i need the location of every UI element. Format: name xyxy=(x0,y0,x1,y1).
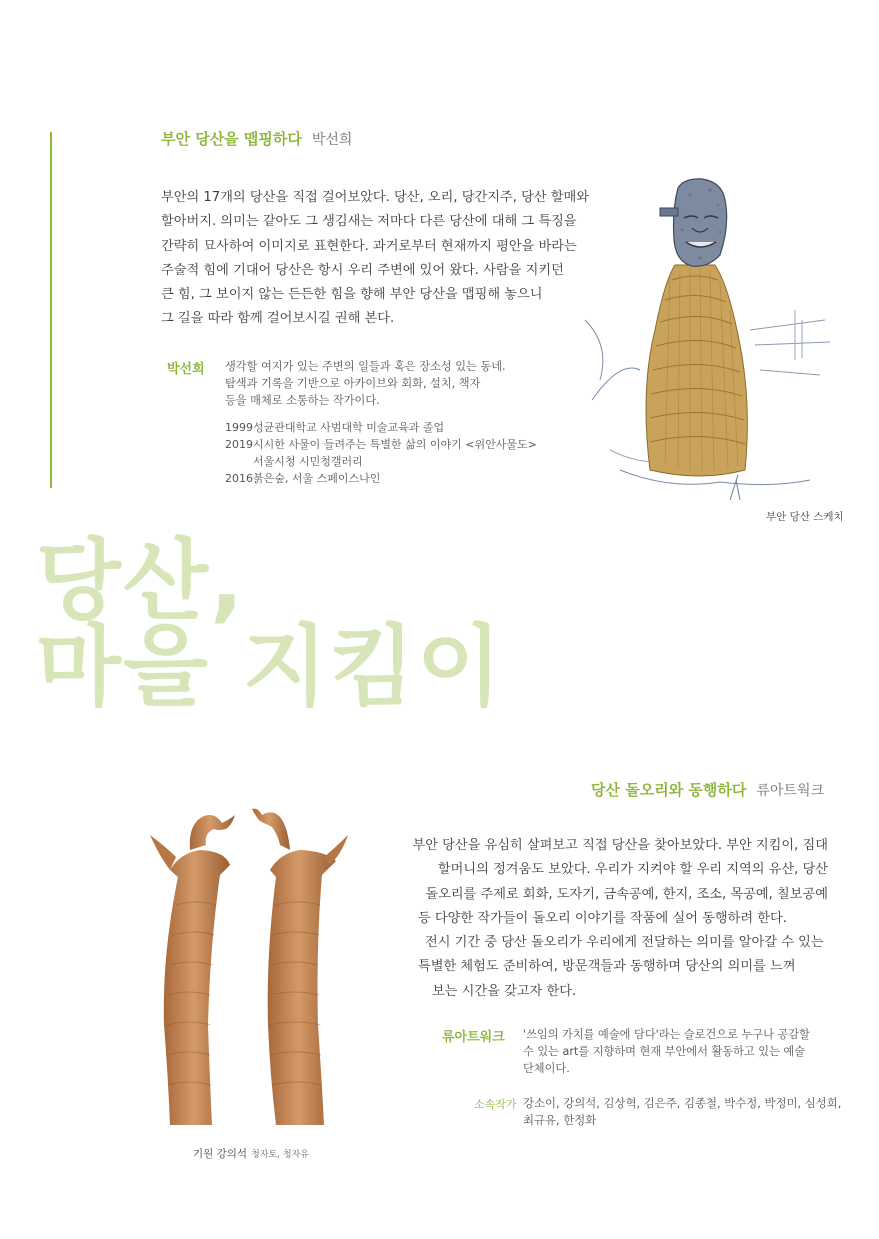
body-line: 그 길을 따라 함께 걸어보시길 권해 본다. xyxy=(161,311,395,327)
history-year: 1999 xyxy=(225,421,253,434)
history-year xyxy=(225,453,253,470)
body-line: 부안의 17개의 당산을 직접 걸어보았다. 당산, 오리, 당간지주, 당산 할매와 xyxy=(161,190,589,205)
body-line: 할머니의 정겨움도 보았다. 우리가 지켜야 할 우리 지역의 유산, 당산 xyxy=(437,862,828,878)
body-line: 등 다양한 작가들이 돌오리 이야기를 작품에 실어 동행하려 한다. xyxy=(418,910,787,926)
sculpture-caption-main: 기원 강의석 xyxy=(193,1148,248,1160)
section2-title: 당산 돌오리와 동행하다 xyxy=(591,781,747,799)
accent-vertical-line xyxy=(50,132,52,488)
body-line: 주술적 힘에 기대어 당산은 항시 우리 주변에 있어 왔다. 사람을 지키던 xyxy=(161,262,564,278)
members-line: 강소이, 강의석, 김상혁, 김은주, 김종철, 박수정, 박정미, 심성희, xyxy=(523,1096,842,1110)
bio-line: 등을 매체로 소통하는 작가이다. xyxy=(225,394,380,407)
history-text: 성균관대학교 사범대학 미술교육과 졸업 xyxy=(253,421,445,434)
main-title xyxy=(36,529,504,718)
bio-line: 수 있는 art를 지향하며 현재 부안에서 활동하고 있는 예술 xyxy=(523,1045,806,1058)
section2-author: 류아트웍크 xyxy=(756,783,824,799)
section2-bio-text xyxy=(523,1026,810,1077)
ceramic-duck-totems-image xyxy=(140,795,360,1140)
main-title-line1: 당산, xyxy=(36,529,246,632)
history-row xyxy=(225,419,537,436)
members-list xyxy=(523,1095,841,1129)
history-text: 서울시청 시민청갤러리 xyxy=(253,455,363,468)
bio-line: 생각할 여지가 있는 주변의 일들과 혹은 장소성 있는 동네. xyxy=(225,360,506,373)
section1-bio-name: 박선희 xyxy=(167,362,205,377)
section2-heading xyxy=(591,779,824,800)
body-line: 전시 기간 중 당산 돌오리가 우리에게 전달하는 의미를 알아갈 수 있는 xyxy=(425,935,824,951)
body-line: 큰 힘, 그 보이지 않는 든든한 힘을 향해 부안 당산을 맵핑해 놓으니 xyxy=(161,287,543,303)
sculpture-caption xyxy=(193,1146,309,1161)
section1-title: 부안 당산을 맵핑하다 xyxy=(161,130,302,148)
body-line: 간략히 묘사하여 이미지로 표현한다. 과거로부터 현재까지 평안을 바라는 xyxy=(161,238,577,254)
body-line: 돌오리를 주제로 회화, 도자기, 금속공예, 한지, 조소, 목공예, 칠보공예 xyxy=(425,886,828,902)
history-row xyxy=(225,470,537,487)
history-year: 2019 xyxy=(225,438,253,451)
body-line: 특별한 체험도 준비하여, 방문객들과 동행하며 당산의 의미를 느껴 xyxy=(418,959,796,975)
body-line: 부안 당산을 유심히 살펴보고 직접 당산을 찾아보았다. 부안 지킴이, 짐대 xyxy=(412,838,828,853)
members-line: 최규유, 한정화 xyxy=(523,1113,597,1127)
history-row xyxy=(225,436,537,453)
bio-line: 단체이다. xyxy=(523,1062,570,1075)
members-label: 소속작가 xyxy=(474,1098,517,1111)
history-year: 2016 xyxy=(225,472,253,485)
section1-author: 박선희 xyxy=(311,132,353,148)
section1-heading xyxy=(161,128,352,149)
section1-bio-text xyxy=(225,358,506,409)
bio-line: 탐색과 기록을 기반으로 아카이브와 회화, 설치, 책자 xyxy=(225,377,481,390)
body-line: 할아버지. 의미는 같아도 그 생김새는 저마다 다른 당산에 대해 그 특징을 xyxy=(161,214,577,230)
body-line: 보는 시간을 갖고자 한다. xyxy=(432,983,577,999)
dangsan-sketch-image xyxy=(580,170,836,515)
section1-history xyxy=(225,419,537,487)
section2-body xyxy=(380,834,828,1004)
sculpture-caption-sub: 청자토, 청자유 xyxy=(251,1150,309,1160)
section2-bio-name: 류아트워크 xyxy=(442,1030,505,1045)
section1-body xyxy=(161,186,589,332)
history-row xyxy=(225,453,537,470)
main-title-line2: 마을 지킴이 xyxy=(36,615,504,718)
history-text: 시시한 사물이 들려주는 특별한 삶의 이야기 <위안사물도> xyxy=(253,438,537,451)
history-text: 붉은숲, 서울 스페이스나인 xyxy=(253,472,381,485)
sketch-caption: 부안 당산 스케치 xyxy=(766,511,844,523)
bio-line: '쓰임의 가치를 예술에 담다'라는 슬로건으로 누구나 공감할 xyxy=(523,1028,810,1041)
